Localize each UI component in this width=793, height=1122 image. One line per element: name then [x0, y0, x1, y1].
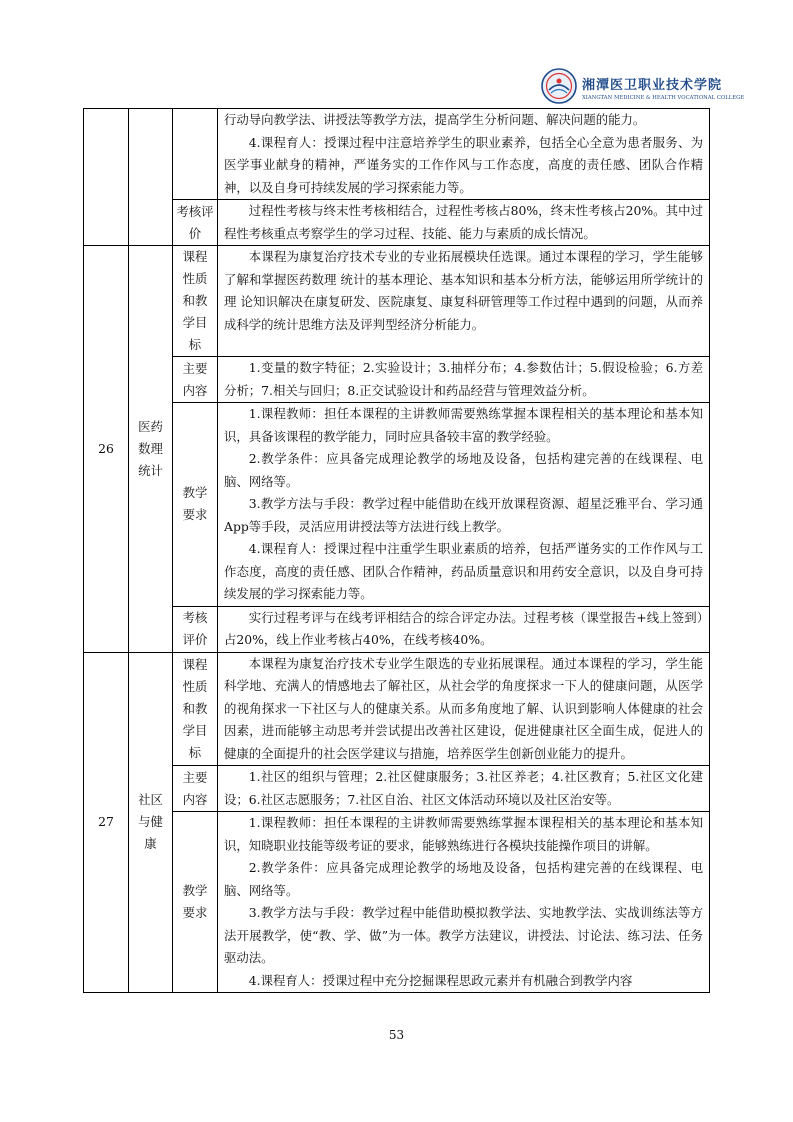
row-label-cell: 考核评价 [173, 200, 218, 246]
teaching-requirements-content [218, 109, 710, 200]
page-number: 53 [388, 1028, 405, 1042]
course-number-cell: 26 [84, 246, 129, 653]
row-label-cell [173, 246, 218, 357]
row-label-cell [173, 766, 218, 812]
row-label: 教学要求 [182, 485, 208, 523]
evaluation-content [218, 200, 710, 246]
course-number-cell [84, 109, 129, 246]
course-name-cell [129, 109, 173, 246]
method-tail-text: 行动导向教学法、讲授法等教学方法，提高学生分析问题、解决问题的能力。 [224, 112, 646, 127]
table-row [84, 652, 710, 766]
requirement-text: 2.教学条件：应具备完成理论教学的场地及设备，包括构建完善的在线课程、电脑、网络等。 [224, 860, 703, 898]
objective-content [218, 652, 710, 766]
row-label: 考核评价 [182, 610, 208, 647]
school-name: 湘潭医卫职业技术学院 [582, 78, 723, 93]
course-name: 社区与健康 [138, 792, 163, 852]
ideology-text: 4.课程育人：授课过程中注意培养学生的职业素养，包括全心全意为患者服务、为医学事业献身的精神，严谨务实的工作作风与工作态度，高度的责任感、团队合作精神，以及自身可持续发展的学习探索能力等。 [224, 134, 703, 195]
page-header [0, 68, 793, 108]
evaluation-text: 过程性考核与终末性考核相结合，过程性考核占80%，终末性考核占20%。其中过程性考核重点考察学生的学习过程、技能、能力与素质的成长情况。 [224, 203, 703, 241]
main-content [218, 766, 710, 812]
requirement-text: 4.课程育人：授课过程中充分挖掘课程思政元素并有机融合到教学内容 [248, 972, 633, 988]
objective-text: 本课程为康复治疗技术专业学生限选的专业拓展课程。通过本课程的学习，学生能科学地、充满人的情感地去了解社区，从社会学的角度探求一下人的健康问题，从医学的视角探求一下社区与人的健康关系。从而多角度地了解、认识到影响人体健康的社会因素，进而能够主动思考并尝试提出改善社区建设，促进健康社区全面生成，促进人的健康的全面提升的社会医学建议与措施，培养医学生创新创业能力的提升。 [224, 655, 703, 761]
row-label-cell [173, 357, 218, 403]
table-row [84, 606, 710, 652]
table-row [84, 200, 710, 246]
evaluation-text: 实行过程考评与在线考评相结合的综合评定办法。过程考核（课堂报告+线上签到）占20%，线上作业考核占40%，在线考核40%。 [224, 609, 703, 647]
row-label: 主要内容 [182, 769, 208, 807]
row-label: 主要内容 [182, 360, 208, 398]
table-row [84, 812, 710, 993]
requirement-text: 1.课程教师：担任本课程的主讲教师需要熟练掌握本课程相关的基本理论和基本知识，知晓职业技能等级考证的要求，能够熟练进行各模块技能操作项目的讲解。 [224, 815, 703, 853]
school-name-en: XIANGTAN MEDICINE & HEALTH VOCATIONAL COLLEGE [582, 95, 745, 101]
teaching-requirements-content [218, 812, 710, 993]
evaluation-content [218, 606, 710, 652]
row-label-cell [173, 652, 218, 766]
row-label: 教学要求 [182, 883, 208, 920]
course-name-cell [129, 652, 173, 993]
course-name: 医药数理统计 [138, 418, 163, 478]
row-label-cell [173, 403, 218, 607]
requirement-text: 1.课程教师：担任本课程的主讲教师需要熟练掌握本课程相关的基本理论和基本知识，具备该课程的教学能力，同时应具备较丰富的教学经验。 [224, 406, 703, 444]
row-label-cell [173, 109, 218, 200]
table-row [84, 403, 710, 607]
requirement-text: 4.课程育人：授课过程中注重学生职业素质的培养，包括严谨务实的工作作风与工作态度，高度的责任感、团队合作精神，药品质量意识和用药安全意识，以及自身可持续发展的学习探索能力等。 [224, 541, 703, 601]
requirement-text: 3.教学方法与手段：教学过程中能借助模拟教学法、实地教学法、实战训练法等方法开展教学，使“教、学、做”为一体。教学方法建议，讲授法、讨论法、练习法、任务驱动法。 [224, 905, 703, 965]
row-label-cell [173, 606, 218, 652]
college-logo-icon [541, 68, 577, 104]
main-content [218, 357, 710, 403]
table-row [84, 357, 710, 403]
course-name-cell [129, 246, 173, 653]
main-content-text: 1.社区的组织与管理；2.社区健康服务；3.社区养老；4.社区教育；5.社区文化建设；6.社区志愿服务；7.社区自治、社区文体活动环境以及社区治安等。 [224, 769, 703, 807]
teaching-requirements-content [218, 403, 710, 607]
table-row [84, 109, 710, 200]
row-label: 课程性质和教学目标 [182, 656, 208, 760]
table-row [84, 246, 710, 357]
row-label: 课程性质和教学目标 [182, 249, 208, 352]
school-name-block [582, 74, 745, 101]
course-number-cell: 27 [84, 652, 129, 993]
table-row [84, 766, 710, 812]
main-content-text: 1.变量的数字特征；2.实验设计；3.抽样分布；4.参数估计；5.假设检验；6.方差分析；7.相关与回归；8.正交试验设计和药品经营与管理效益分析。 [224, 360, 703, 398]
curriculum-table [83, 108, 710, 993]
objective-text: 本课程为康复治疗技术专业的专业拓展模块任选课。通过本课程的学习，学生能够了解和掌握医药数理 统计的基本理论、基本知识和基本分析方法，能够运用所学统计的理 论知识解决在康复研发、医院康复、康复科研管理等工作过程中遇到的问题，从而养成科学的统计思维方法及评判型经济分析能力。 [224, 249, 703, 332]
requirement-text: 2.教学条件：应具备完成理论教学的场地及设备，包括构建完善的在线课程、电脑、网络等。 [224, 451, 703, 489]
requirement-text: 3.教学方法与手段：教学过程中能借助在线开放课程资源、超星泛雅平台、学习通App等手段，灵活应用讲授法等方法进行线上教学。 [224, 496, 703, 534]
objective-content [218, 246, 710, 357]
row-label-cell [173, 812, 218, 993]
